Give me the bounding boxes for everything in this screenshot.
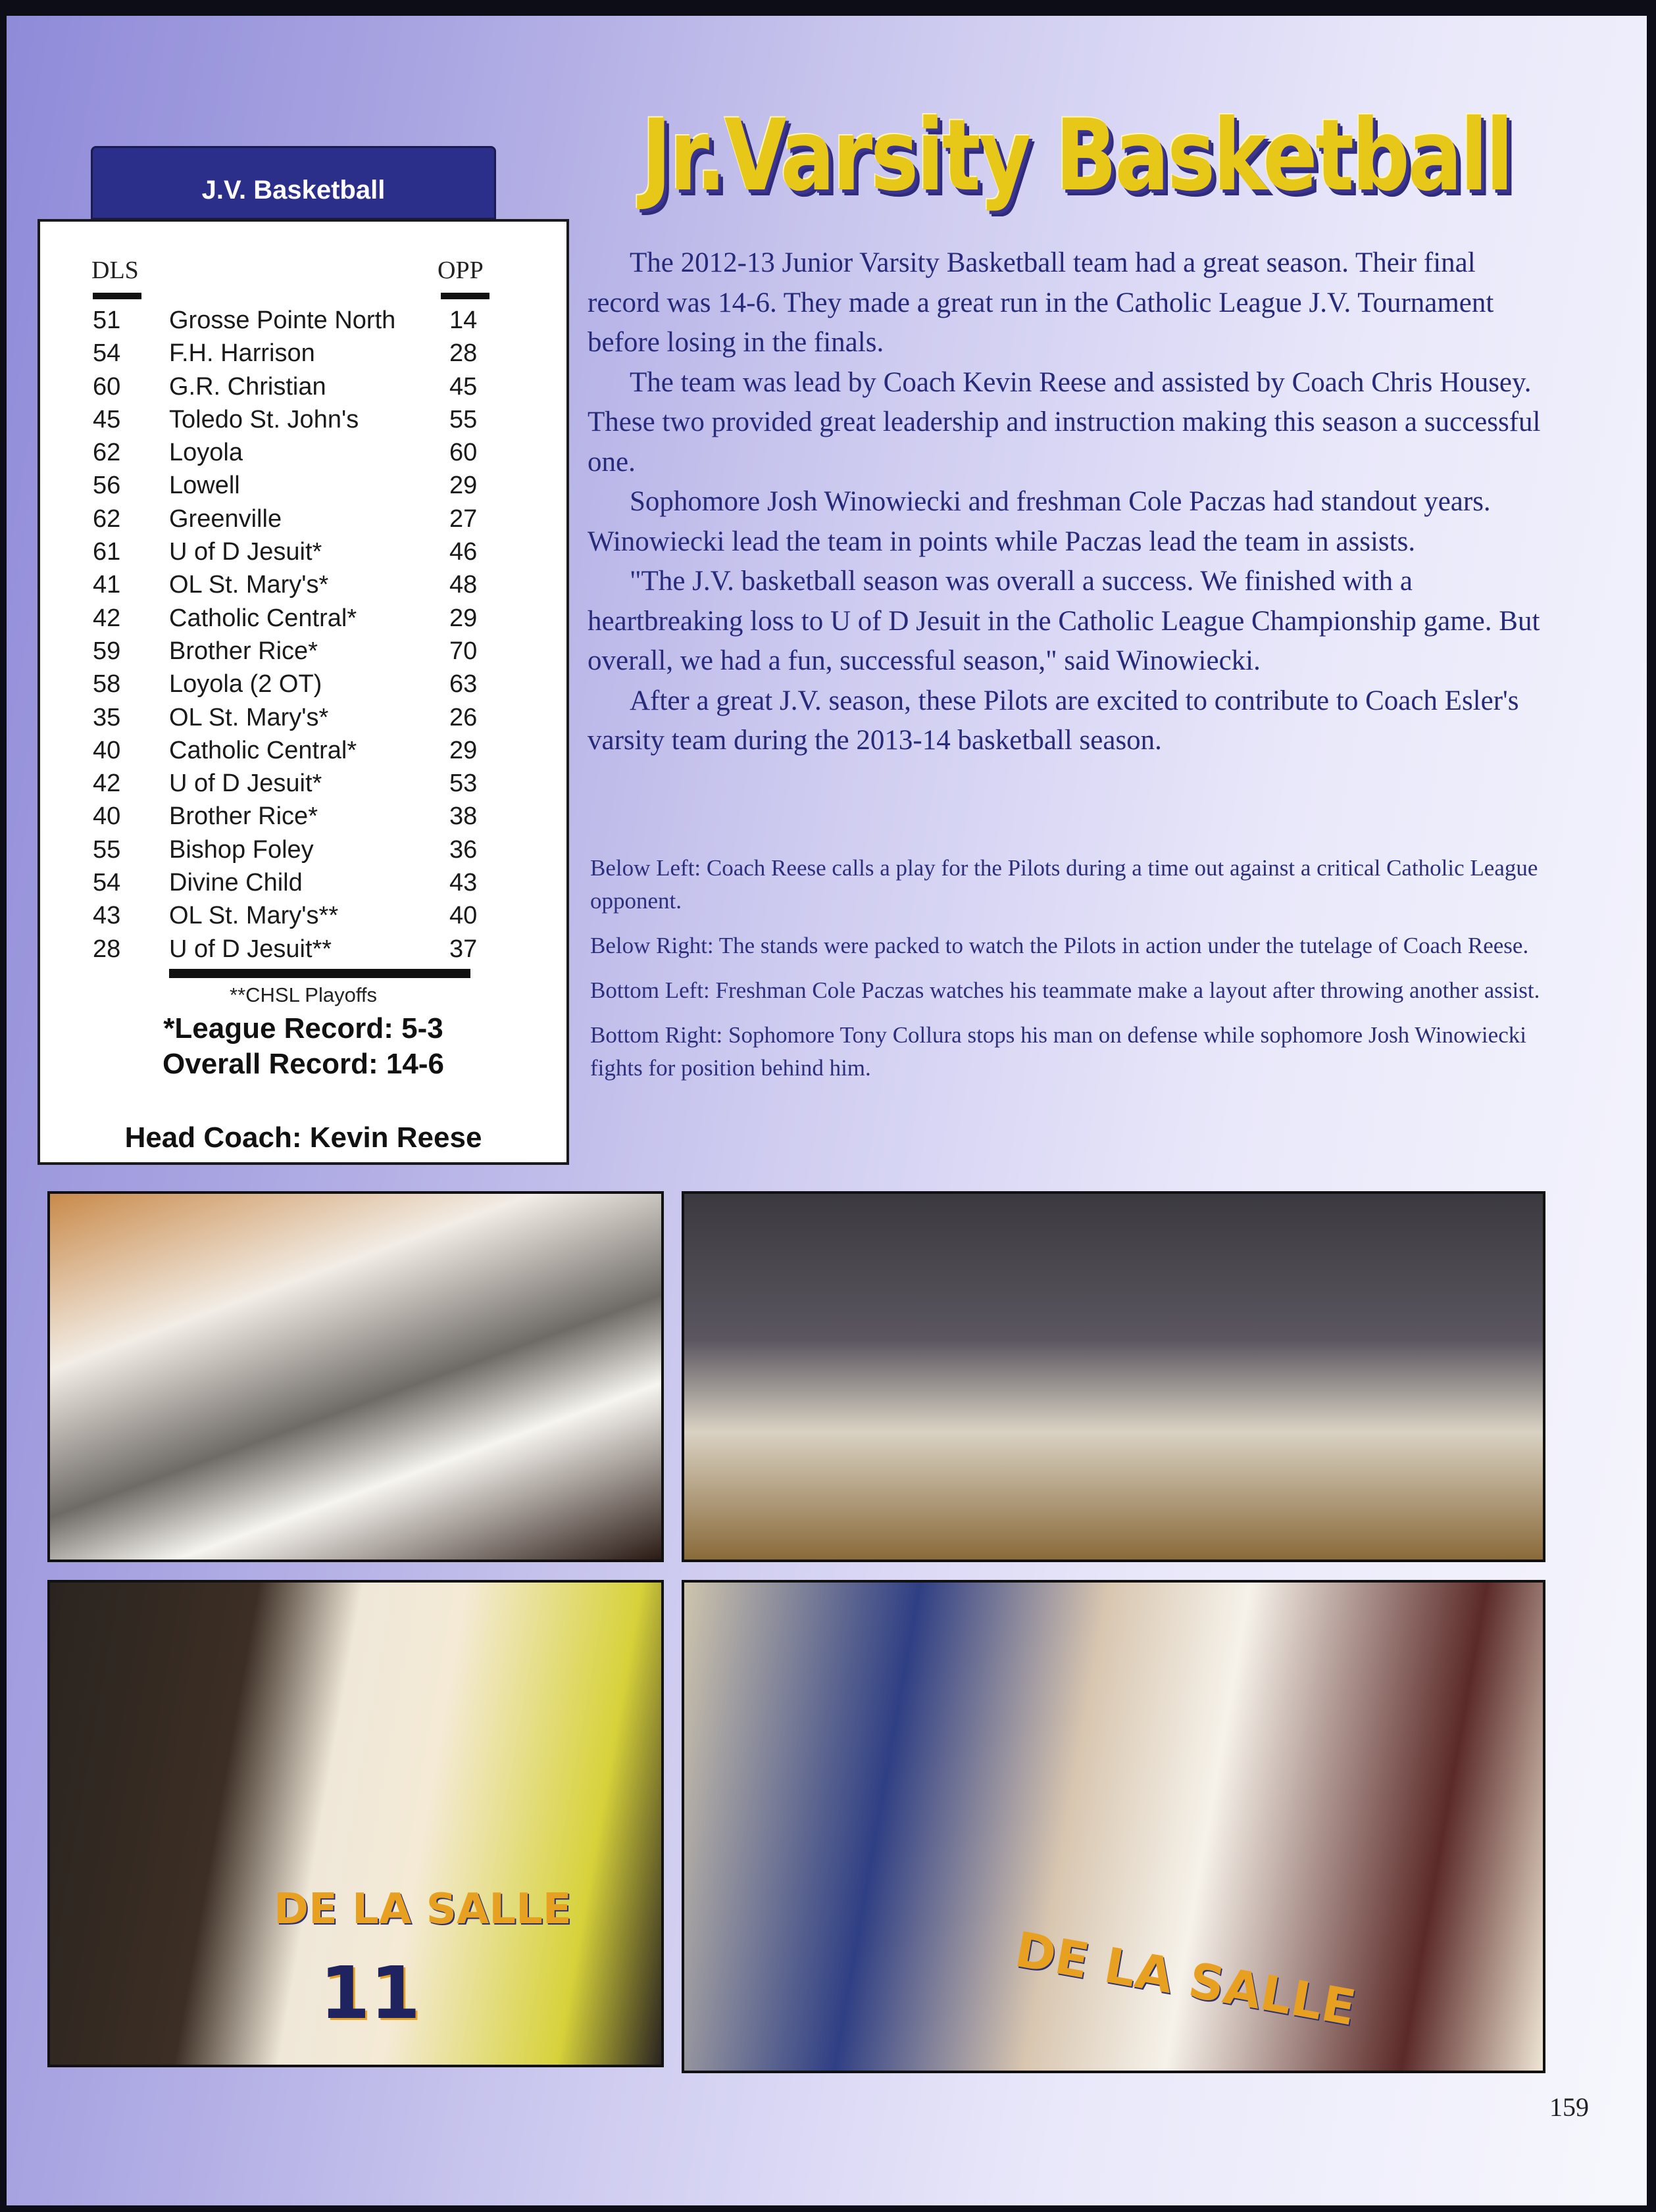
game-row — [40, 535, 566, 568]
opponent-name: U of D Jesuit** — [169, 935, 332, 963]
opp-score: 45 — [449, 372, 478, 401]
caption-bottom-left: Bottom Left: Freshman Cole Paczas watches his teammate make a layout after throwing another assist. — [590, 977, 1540, 1003]
opp-score: 14 — [449, 307, 478, 334]
opp-score: 60 — [449, 439, 478, 467]
dls-column-header: DLS — [91, 257, 139, 284]
dls-score: 35 — [93, 703, 121, 731]
opp-score: 55 — [449, 405, 478, 433]
opp-score: 48 — [449, 571, 478, 599]
caption-below-left: Below Left: Coach Reese calls a play for the Pilots during a time out against a critical Catholic League opponent. — [590, 855, 1538, 914]
schedule-box — [38, 219, 569, 1165]
article-paragraph: The 2012-13 Junior Varsity Basketball team had a great season. Their final record was 14-6. They made a great run in the Catholic League J.V. Tournament before losing in the finals. — [588, 247, 1494, 358]
opp-score: 63 — [449, 670, 478, 699]
page-title: Jr.Varsity Basketball — [641, 99, 1512, 213]
playoffs-note: **CHSL Playoffs — [230, 983, 377, 1006]
opponent-name: Loyola — [169, 439, 243, 467]
opp-header-rule — [441, 293, 489, 299]
opponent-name: Lowell — [169, 472, 240, 500]
opponent-name: U of D Jesuit* — [169, 538, 322, 566]
dls-score: 40 — [93, 802, 121, 831]
opp-score: 46 — [449, 538, 478, 566]
opp-score: 36 — [449, 835, 478, 864]
dls-score: 60 — [93, 372, 121, 401]
article-paragraph: After a great J.V. season, these Pilots are excited to contribute to Coach Esler's varsity team during the 2013-14 basketball season. — [588, 685, 1519, 756]
dls-score: 54 — [93, 339, 121, 368]
opp-score: 40 — [449, 902, 478, 930]
game-row — [40, 503, 566, 535]
scan-border-top — [0, 0, 1656, 16]
dls-score: 56 — [93, 472, 121, 500]
opp-score: 28 — [449, 339, 478, 368]
game-row — [40, 403, 566, 436]
dls-score: 62 — [93, 439, 121, 467]
opp-score: 29 — [449, 604, 478, 632]
opponent-name: OL St. Mary's* — [169, 571, 329, 599]
opponent-name: Divine Child — [169, 869, 303, 897]
photo-packed-stands — [682, 1191, 1545, 1562]
dls-score: 40 — [93, 736, 121, 764]
game-row — [40, 304, 566, 337]
opponent-name: Greenville — [169, 504, 282, 533]
article-body — [588, 243, 1542, 761]
dls-score: 62 — [93, 504, 121, 533]
game-row — [40, 635, 566, 668]
dls-score: 42 — [93, 604, 121, 632]
article-paragraph: "The J.V. basketball season was overall a success. We finished with a heartbreaking loss to U of D Jesuit in the Catholic League Championship game. But overall, we had a fun, successful season," said Winowiecki. — [588, 566, 1540, 676]
dls-score: 28 — [93, 935, 121, 963]
photo-cole-paczas — [47, 1580, 664, 2067]
game-row — [40, 568, 566, 601]
opp-score: 53 — [449, 770, 478, 798]
opp-score: 38 — [449, 802, 478, 831]
dls-score: 54 — [93, 869, 121, 897]
opponent-name: Catholic Central* — [169, 604, 357, 632]
opponent-name: Bishop Foley — [169, 835, 314, 864]
game-row — [40, 337, 566, 370]
dls-score: 45 — [93, 405, 121, 433]
photo-tony-collura-defense — [682, 1580, 1545, 2073]
schedule-footer-rule — [169, 969, 470, 978]
photo-captions — [590, 852, 1577, 1096]
head-coach: Head Coach: Kevin Reese — [124, 1121, 482, 1154]
opp-score: 29 — [449, 736, 478, 764]
game-row — [40, 370, 566, 403]
opponent-name: G.R. Christian — [169, 372, 326, 401]
dls-score: 61 — [93, 538, 121, 566]
opponent-name: Brother Rice* — [169, 637, 318, 665]
opponent-name: Catholic Central* — [169, 736, 357, 764]
opp-score: 29 — [449, 472, 478, 500]
dls-score: 41 — [93, 571, 121, 599]
opp-score: 27 — [449, 504, 478, 533]
league-record: *League Record: 5-3 — [163, 1012, 443, 1045]
article-paragraph: The team was lead by Coach Kevin Reese and assisted by Coach Chris Housey. These two provided great leadership and instruction making this season a successful one. — [588, 366, 1541, 478]
opponent-name: OL St. Mary's** — [169, 902, 339, 930]
opponent-name: U of D Jesuit* — [169, 770, 322, 798]
jersey-lettering: DE LA SALLE — [1011, 1921, 1360, 2037]
opp-column-header: OPP — [438, 257, 484, 284]
opp-score: 43 — [449, 869, 478, 897]
dls-score: 51 — [93, 307, 121, 334]
opp-score: 26 — [449, 703, 478, 731]
game-row — [40, 767, 566, 800]
opponent-name: F.H. Harrison — [169, 339, 315, 368]
game-row — [40, 701, 566, 734]
opp-score: 70 — [449, 637, 478, 665]
opponent-name: OL St. Mary's* — [169, 703, 329, 731]
game-row — [40, 866, 566, 899]
games-list — [40, 304, 566, 966]
game-row — [40, 899, 566, 932]
dls-header-rule — [93, 293, 141, 299]
opponent-name: Brother Rice* — [169, 802, 318, 831]
schedule-tab: J.V. Basketball — [91, 146, 496, 220]
scan-border-left — [0, 0, 7, 2212]
dls-score: 58 — [93, 670, 121, 699]
caption-below-right: Below Right: The stands were packed to watch the Pilots in action under the tutelage of Coach Reese. — [590, 933, 1529, 958]
dls-score: 55 — [93, 835, 121, 864]
game-row — [40, 833, 566, 866]
dls-score: 42 — [93, 770, 121, 798]
page-number: 159 — [1549, 2092, 1589, 2122]
opponent-name: Loyola (2 OT) — [169, 670, 322, 699]
overall-record: Overall Record: 14-6 — [163, 1048, 444, 1080]
photo-timeout-huddle — [47, 1191, 664, 1562]
game-row — [40, 469, 566, 502]
jersey-number: 11 — [320, 1951, 421, 2035]
game-row — [40, 436, 566, 469]
opp-score: 37 — [449, 935, 478, 963]
dls-score: 59 — [93, 637, 121, 665]
article-paragraph: Sophomore Josh Winowiecki and freshman Cole Paczas had standout years. Winowiecki lead the team in points while Paczas lead the team in assists. — [588, 486, 1491, 557]
game-row — [40, 933, 566, 966]
game-row — [40, 734, 566, 767]
caption-bottom-right: Bottom Right: Sophomore Tony Collura stops his man on defense while sophomore Josh Winowiecki fights for position behind him. — [590, 1022, 1526, 1081]
opponent-name: Toledo St. John's — [169, 405, 359, 433]
scan-border-bottom — [0, 2205, 1656, 2212]
game-row — [40, 602, 566, 635]
scan-border-right — [1647, 0, 1656, 2212]
game-row — [40, 668, 566, 700]
dls-score: 43 — [93, 902, 121, 930]
jersey-lettering: DE LA SALLE — [274, 1885, 572, 1934]
opponent-name: Grosse Pointe North — [169, 307, 396, 334]
game-row — [40, 800, 566, 833]
